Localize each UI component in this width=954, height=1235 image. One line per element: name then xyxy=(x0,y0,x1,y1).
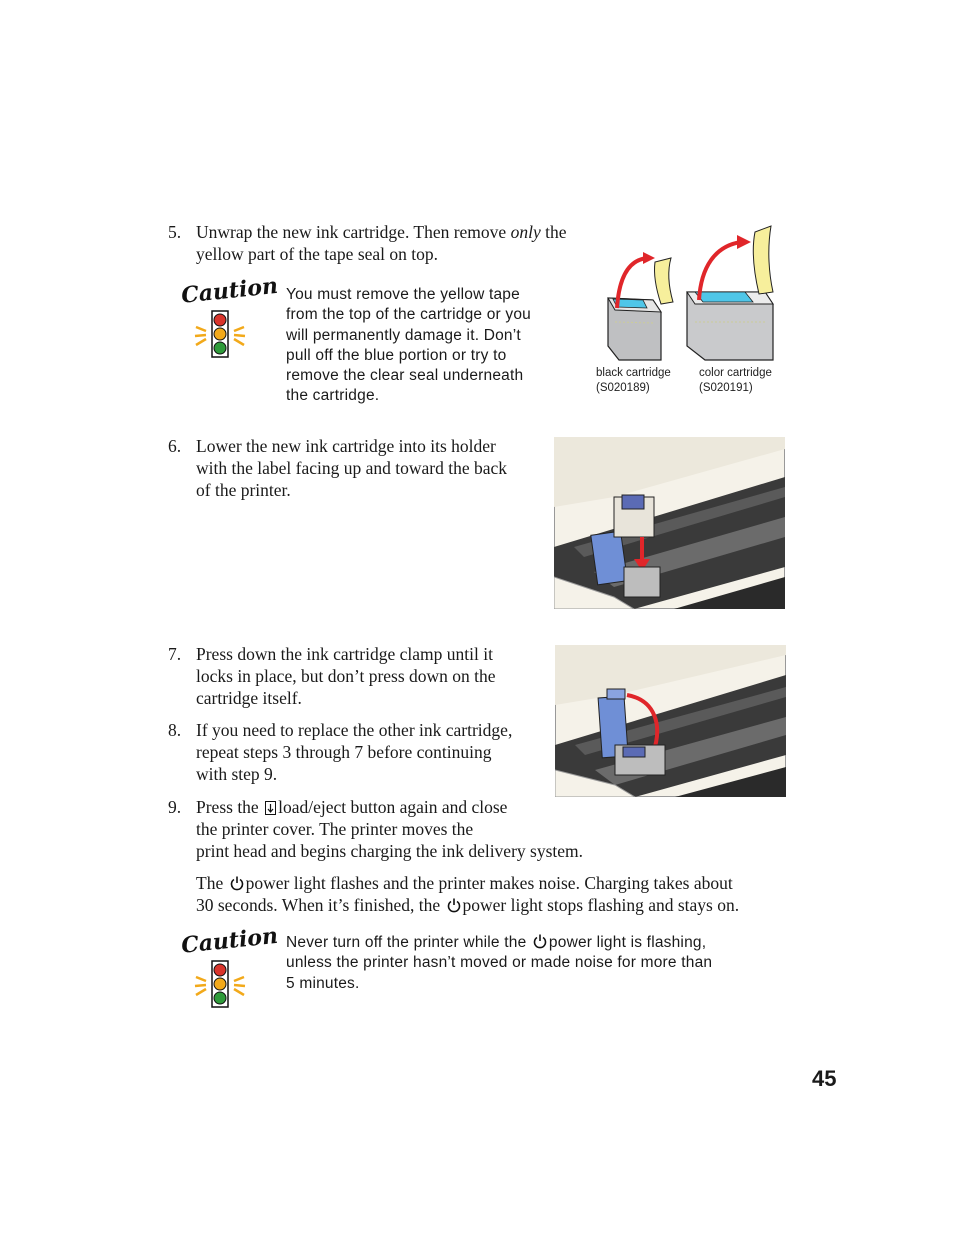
caution-1-line: pull off the blue portion or try to xyxy=(286,346,507,364)
color-cartridge-image xyxy=(687,226,773,360)
power-icon xyxy=(533,934,547,949)
caution-logo xyxy=(180,922,280,1013)
black-cartridge-image xyxy=(608,252,673,360)
caution-2-text xyxy=(286,933,712,994)
step-8-line: with step 9. xyxy=(196,764,278,784)
step-7-line: Press down the ink cartridge clamp until it xyxy=(196,644,493,664)
power-icon xyxy=(230,876,244,891)
step-9-line-2: the printer cover. The printer moves the xyxy=(196,819,474,839)
black-cartridge-label: black cartridge xyxy=(596,367,671,379)
clamp-close-illustration xyxy=(555,645,786,797)
caution-2-line-1: Never turn off the printer while the power light is flashing, xyxy=(286,934,707,951)
caution-1-line: remove the clear seal underneath xyxy=(286,367,524,385)
color-cartridge-label: color cartridge xyxy=(699,367,772,379)
step-number: 9. xyxy=(168,797,182,817)
step-number: 8. xyxy=(168,720,182,740)
step-8-line: If you need to replace the other ink cartridge, xyxy=(196,720,513,740)
insert-cartridge-illustration xyxy=(554,437,785,609)
step-8-line: repeat steps 3 through 7 before continuing xyxy=(196,742,492,762)
caution-logo-text: Caution xyxy=(180,272,280,309)
power-para-line-1: The power light flashes and the printer makes noise. Charging takes about xyxy=(196,873,733,893)
power-para-line-2: 30 seconds. When it’s finished, the power light stops flashing and stays on. xyxy=(196,895,740,915)
step-6-line: with the label facing up and toward the back xyxy=(196,458,508,478)
caution-logo xyxy=(180,272,280,363)
power-icon xyxy=(447,898,461,913)
step-7-line: locks in place, but don’t press down on the xyxy=(196,666,496,686)
step-number: 6. xyxy=(168,436,182,456)
caution-1-text xyxy=(286,285,531,407)
step-6-line: Lower the new ink cartridge into its holder xyxy=(196,436,496,456)
step-9-line-3: print head and begins charging the ink delivery system. xyxy=(196,841,584,861)
caution-2-line-2: unless the printer hasn’t moved or made noise for more than xyxy=(286,954,713,972)
step-6-line: of the printer. xyxy=(196,480,291,500)
step-5-line-2: yellow part of the tape seal on top. xyxy=(196,244,439,264)
step-5-line-1: Unwrap the new ink cartridge. Then remove only the xyxy=(196,222,567,242)
black-cartridge-caption xyxy=(596,366,671,396)
caution-1-line: from the top of the cartridge or you xyxy=(286,306,531,324)
cartridge-illustration xyxy=(595,222,790,364)
traffic-light-icon xyxy=(192,309,246,361)
color-cartridge-caption xyxy=(699,366,772,396)
traffic-light-icon xyxy=(192,959,246,1011)
caution-1-line: the cartridge. xyxy=(286,387,380,405)
load-eject-icon xyxy=(265,801,276,815)
page-number: 45 xyxy=(812,1066,837,1091)
step-7-line: cartridge itself. xyxy=(196,688,302,708)
caution-1-line: will permanently damage it. Don’t xyxy=(286,326,521,344)
step-number: 5. xyxy=(168,222,182,242)
black-cartridge-code: (S020189) xyxy=(596,382,650,394)
caution-2-line-3: 5 minutes. xyxy=(286,974,360,992)
color-cartridge-code: (S020191) xyxy=(699,382,753,394)
caution-1-line: You must remove the yellow tape xyxy=(286,286,520,303)
step-number: 7. xyxy=(168,644,182,664)
caution-logo-text: Caution xyxy=(180,922,280,959)
step-9-line-1: Press the load/eject button again and close xyxy=(196,797,508,817)
power-light-paragraph xyxy=(196,872,739,916)
